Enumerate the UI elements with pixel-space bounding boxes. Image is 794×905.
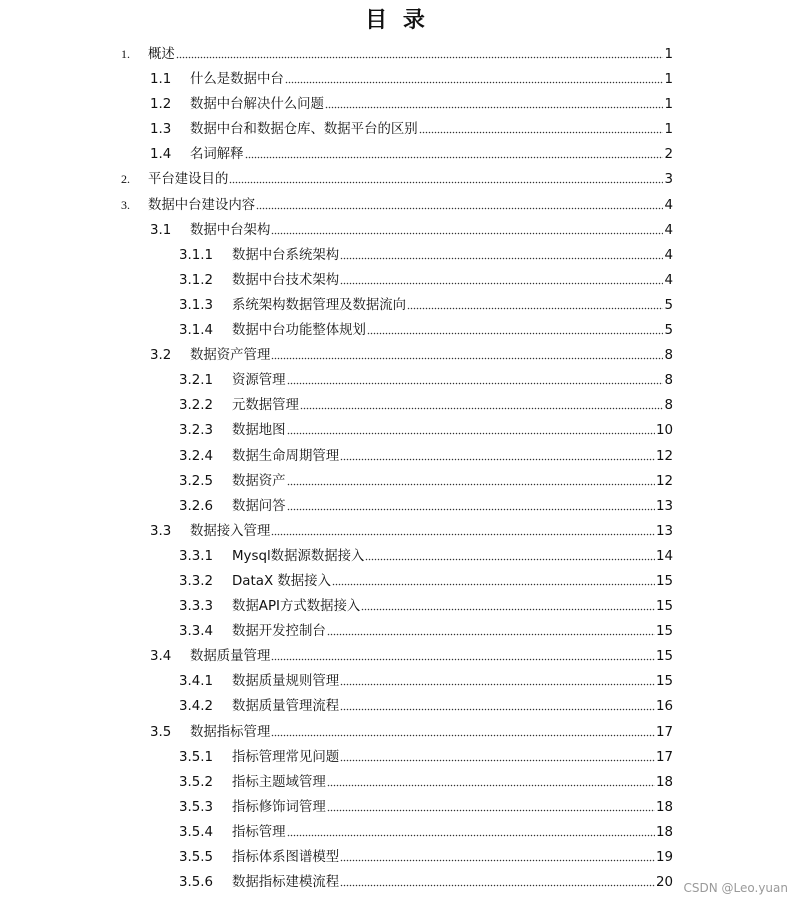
dot-leader: [245, 149, 664, 159]
toc-entry[interactable]: [0, 795, 794, 820]
dot-leader: [287, 476, 655, 486]
toc-entry-title[interactable]: 数据指标建模流程: [232, 875, 340, 891]
toc-entry[interactable]: [0, 142, 794, 167]
toc-entry[interactable]: [0, 444, 794, 469]
toc-entry-title[interactable]: 数据地图: [232, 423, 286, 439]
toc-entry[interactable]: [0, 393, 794, 418]
toc-entry-title[interactable]: 数据开发控制台: [232, 624, 326, 640]
toc-entry-number: 3.5.5: [179, 850, 214, 865]
toc-entry-number: 3.5.1: [179, 749, 214, 765]
dot-leader: [340, 275, 663, 285]
toc-entry-page: 4: [664, 272, 673, 288]
toc-entry-number: 3.1.4: [179, 323, 214, 339]
toc-entry-page: 1: [664, 122, 673, 138]
toc-entry-number: 3.3.2: [179, 573, 214, 589]
toc-entry-page: 16: [655, 699, 673, 715]
toc-entry-page: 2: [664, 147, 673, 163]
toc-entry-title[interactable]: 数据质量规则管理: [232, 674, 340, 690]
dot-leader: [229, 174, 663, 184]
toc-entry-page: 4: [664, 222, 673, 238]
toc-entry-title[interactable]: 数据生命周期管理: [232, 448, 340, 464]
toc-entry-title[interactable]: 数据资产管理: [190, 348, 271, 364]
toc-entry[interactable]: [0, 544, 794, 569]
dot-leader: [271, 526, 655, 536]
toc-entry-number: 3.1: [150, 222, 172, 238]
toc-entry-number: 3.2.3: [179, 423, 214, 439]
toc-entry[interactable]: [0, 42, 794, 67]
dot-leader: [361, 601, 655, 611]
toc-entry-page: 15: [655, 599, 673, 615]
toc-entry-page: 13: [655, 523, 673, 539]
toc-entry-page: 8: [664, 373, 673, 389]
toc-entry-number: 3.5.3: [179, 799, 214, 815]
toc-entry-page: 1: [664, 97, 673, 113]
toc-entry[interactable]: [0, 720, 794, 745]
toc-entry-number: 1.: [121, 47, 130, 61]
toc-entry-title[interactable]: 数据质量管理流程: [232, 699, 340, 715]
toc-entry-title[interactable]: 指标管理常见问题: [232, 749, 340, 765]
toc-entry[interactable]: [0, 92, 794, 117]
toc-entry-number: 3.2.1: [179, 373, 214, 389]
dot-leader: [340, 676, 655, 686]
dot-leader: [340, 451, 655, 461]
toc-entry-page: 12: [655, 448, 673, 464]
toc-entry-title[interactable]: 数据中台和数据仓库、数据平台的区别: [190, 122, 418, 138]
toc-entry-page: 15: [655, 649, 673, 665]
dot-leader: [256, 200, 663, 210]
dot-leader: [300, 400, 664, 410]
toc-entry-page: 3: [664, 172, 673, 188]
dot-leader: [271, 225, 663, 235]
table-of-contents: [0, 42, 794, 895]
toc-entry-title[interactable]: 什么是数据中台: [190, 72, 284, 88]
toc-entry-page: 1: [664, 72, 673, 88]
dot-leader: [367, 325, 664, 335]
dot-leader: [407, 300, 663, 310]
toc-entry[interactable]: [0, 594, 794, 619]
toc-entry-page: 4: [664, 247, 673, 263]
toc-entry-page: 15: [655, 674, 673, 690]
toc-entry-title[interactable]: 数据中台解决什么问题: [190, 97, 324, 113]
toc-entry[interactable]: [0, 870, 794, 895]
toc-entry-number: 3.2: [150, 348, 172, 364]
toc-entry-title[interactable]: 概述: [148, 47, 175, 62]
toc-entry-number: 3.5.2: [179, 774, 214, 790]
toc-entry-number: 3.2.6: [179, 498, 214, 514]
toc-entry-title[interactable]: 名词解释: [190, 147, 244, 163]
toc-entry-number: 3.4: [150, 649, 172, 665]
toc-entry-page: 10: [655, 423, 673, 439]
dot-leader: [271, 727, 655, 737]
toc-entry-page: 1: [664, 47, 673, 62]
toc-entry-page: 5: [664, 323, 673, 339]
toc-entry-title[interactable]: 指标体系图谱模型: [232, 850, 340, 865]
toc-entry[interactable]: [0, 418, 794, 443]
toc-entry-number: 3.2.5: [179, 473, 214, 489]
toc-entry-number: 2.: [121, 172, 130, 187]
toc-entry-title[interactable]: 数据资产: [232, 473, 286, 489]
dot-leader: [325, 99, 664, 109]
toc-entry-number: 3.2.2: [179, 398, 214, 414]
toc-entry-page: 18: [655, 824, 673, 840]
toc-entry[interactable]: [0, 67, 794, 92]
toc-entry-page: 18: [655, 799, 673, 815]
toc-entry-title[interactable]: 资源管理: [232, 373, 286, 389]
toc-entry-number: 1.2: [150, 97, 172, 113]
toc-entry-number: 3.4.1: [179, 674, 214, 690]
toc-entry-page: 20: [655, 875, 673, 891]
toc-entry-page: 17: [655, 749, 673, 765]
toc-entry[interactable]: [0, 694, 794, 719]
toc-entry[interactable]: [0, 193, 794, 218]
toc-entry-number: 3.3.1: [179, 548, 214, 564]
toc-entry-page: 14: [655, 548, 673, 564]
toc-entry-number: 3.1.3: [179, 297, 214, 313]
dot-leader: [285, 74, 664, 84]
toc-entry[interactable]: [0, 117, 794, 142]
toc-entry[interactable]: [0, 644, 794, 669]
toc-entry[interactable]: [0, 368, 794, 393]
toc-entry-title[interactable]: 数据中台架构: [190, 222, 271, 238]
toc-entry-title[interactable]: 数据质量管理: [190, 649, 271, 665]
toc-entry-title[interactable]: 平台建设目的: [148, 172, 229, 188]
toc-entry[interactable]: [0, 318, 794, 343]
toc-entry[interactable]: [0, 218, 794, 243]
dot-leader: [332, 576, 655, 586]
toc-entry[interactable]: [0, 569, 794, 594]
toc-entry-page: 4: [664, 197, 673, 213]
toc-entry-number: 3.3.4: [179, 624, 214, 640]
toc-entry-title[interactable]: 数据中台建设内容: [148, 197, 256, 213]
dot-leader: [287, 501, 655, 511]
toc-entry-page: 15: [655, 624, 673, 640]
dot-leader: [340, 701, 655, 711]
toc-entry-page: 19: [655, 850, 673, 865]
toc-entry-number: 3.3: [150, 523, 172, 539]
toc-entry-number: 3.3.3: [179, 599, 214, 615]
toc-entry-title[interactable]: Mysql数据源数据接入: [232, 548, 365, 564]
toc-entry-page: 5: [664, 297, 673, 313]
toc-entry[interactable]: [0, 669, 794, 694]
toc-entry-page: 12: [655, 473, 673, 489]
toc-entry-title[interactable]: 指标修饰词管理: [232, 799, 326, 815]
toc-entry-title[interactable]: 数据问答: [232, 498, 286, 514]
toc-entry[interactable]: [0, 469, 794, 494]
toc-entry-title[interactable]: DataX 数据接入: [232, 573, 331, 589]
toc-entry[interactable]: [0, 845, 794, 870]
toc-entry-title[interactable]: 数据API方式数据接入: [232, 599, 361, 615]
dot-leader: [340, 752, 655, 762]
dot-leader: [327, 626, 655, 636]
toc-entry[interactable]: [0, 343, 794, 368]
toc-entry-title[interactable]: 指标管理: [232, 824, 286, 840]
toc-entry-title[interactable]: 数据中台技术架构: [232, 272, 340, 288]
toc-entry-title[interactable]: 系统架构数据管理及数据流向: [232, 297, 407, 313]
toc-entry-page: 15: [655, 573, 673, 589]
dot-leader: [340, 852, 655, 862]
toc-entry-number: 1.4: [150, 147, 172, 163]
toc-entry-number: 3.5: [150, 724, 172, 740]
dot-leader: [287, 375, 664, 385]
toc-entry[interactable]: [0, 519, 794, 544]
toc-entry[interactable]: [0, 619, 794, 644]
toc-entry-title[interactable]: 数据指标管理: [190, 724, 271, 740]
toc-entry-number: 1.3: [150, 122, 172, 138]
toc-entry-number: 3.2.4: [179, 448, 214, 464]
toc-entry[interactable]: [0, 770, 794, 795]
toc-entry-number: 3.: [121, 197, 130, 212]
dot-leader: [271, 651, 655, 661]
toc-entry-page: 17: [655, 724, 673, 740]
toc-entry-title[interactable]: 数据中台系统架构: [232, 247, 340, 263]
toc-title: 目 录: [365, 8, 429, 33]
toc-entry-number: 3.1.1: [179, 247, 214, 263]
toc-entry[interactable]: [0, 820, 794, 845]
toc-entry-title[interactable]: 指标主题域管理: [232, 774, 326, 790]
toc-entry-page: 18: [655, 774, 673, 790]
toc-entry-number: 3.4.2: [179, 699, 214, 715]
dot-leader: [271, 350, 663, 360]
toc-entry-page: 8: [664, 398, 673, 414]
dot-leader: [419, 124, 664, 134]
toc-entry[interactable]: [0, 167, 794, 192]
toc-entry[interactable]: [0, 745, 794, 770]
toc-entry-number: 1.1: [150, 72, 172, 88]
dot-leader: [340, 877, 655, 887]
toc-entry[interactable]: [0, 243, 794, 268]
toc-entry-number: 3.5.4: [179, 824, 214, 840]
toc-entry[interactable]: [0, 268, 794, 293]
dot-leader: [287, 425, 655, 435]
toc-entry[interactable]: [0, 293, 794, 318]
dot-leader: [340, 250, 663, 260]
toc-entry-page: 8: [664, 348, 673, 364]
dot-leader: [327, 802, 655, 812]
dot-leader: [287, 827, 655, 837]
dot-leader: [365, 551, 655, 561]
toc-entry-page: 13: [655, 498, 673, 514]
toc-entry[interactable]: [0, 494, 794, 519]
toc-entry-number: 3.5.6: [179, 875, 214, 891]
csdn-watermark: CSDN @Leo.yuan: [683, 881, 788, 895]
dot-leader: [327, 777, 655, 787]
toc-entry-title[interactable]: 元数据管理: [232, 398, 299, 414]
dot-leader: [176, 49, 664, 59]
toc-entry-number: 3.1.2: [179, 272, 214, 288]
toc-entry-title[interactable]: 数据接入管理: [190, 523, 271, 539]
toc-entry-title[interactable]: 数据中台功能整体规划: [232, 323, 366, 339]
